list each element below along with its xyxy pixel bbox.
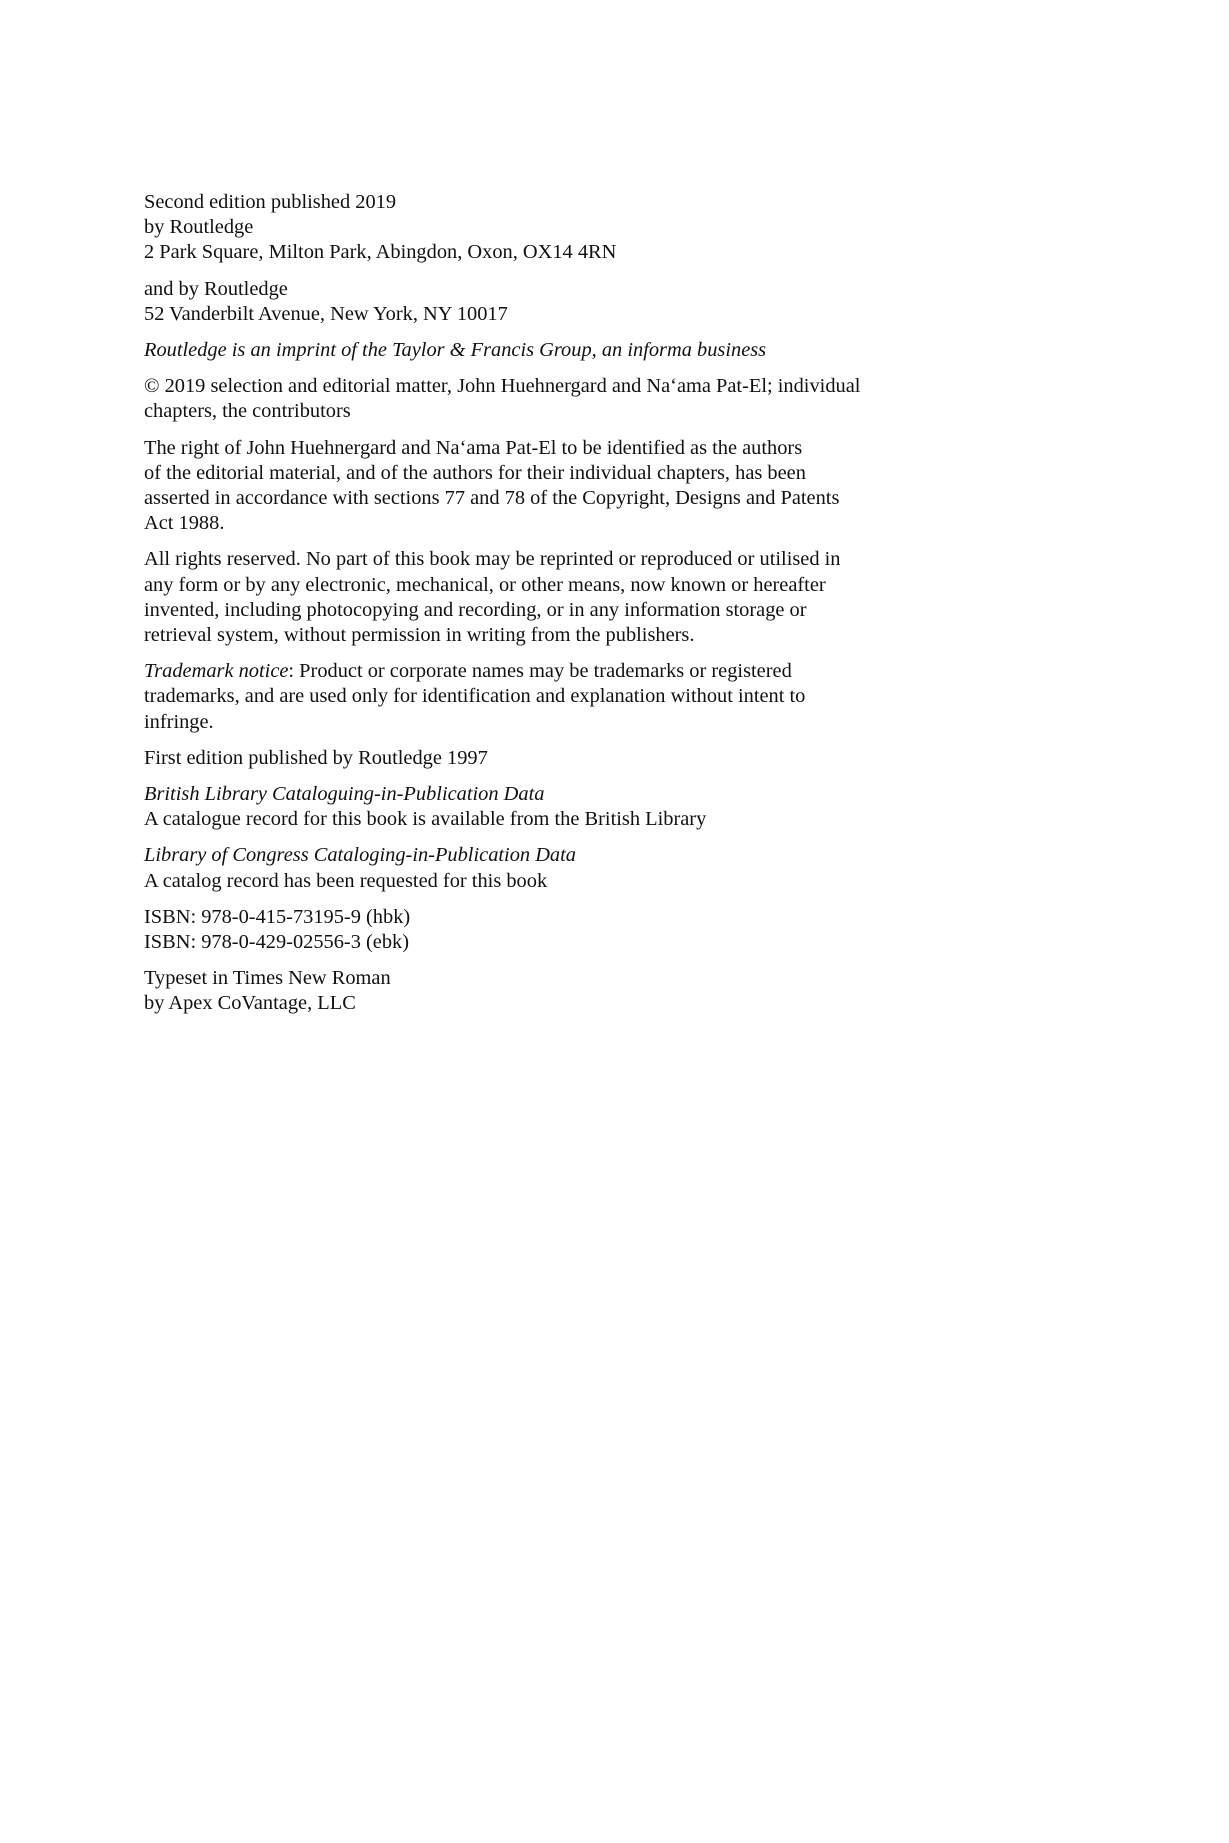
british-library-heading: British Library Cataloguing-in-Publication Data <box>144 783 545 806</box>
isbn-block <box>144 905 934 955</box>
us-publisher-line: and by Routledge <box>144 277 288 300</box>
typeset-font-line: Typeset in Times New Roman <box>144 967 391 990</box>
rights-assertion-line-4: Act 1988. <box>144 512 225 535</box>
trademark-line-3: infringe. <box>144 710 214 733</box>
trademark-notice <box>144 659 934 735</box>
typeset-vendor-line: by Apex CoVantage, LLC <box>144 992 356 1015</box>
rights-reserved-line-2: any form or by any electronic, mechanical, or other means, now known or hereafter <box>144 573 826 596</box>
british-library-text: A catalogue record for this book is available from the British Library <box>144 808 707 831</box>
isbn-ebook: ISBN: 978-0-429-02556-3 (ebk) <box>144 931 410 954</box>
rights-assertion-line-2: of the editorial material, and of the authors for their individual chapters, has been <box>144 461 806 484</box>
library-of-congress-heading: Library of Congress Cataloging-in-Publication Data <box>144 844 576 867</box>
publication-edition-line: Second edition published 2019 <box>144 191 397 213</box>
publication-uk-address-line: 2 Park Square, Milton Park, Abingdon, Oxon, OX14 4RN <box>144 241 617 264</box>
library-of-congress-block <box>144 843 934 893</box>
rights-assertion-line-3: asserted in accordance with sections 77 and 78 of the Copyright, Designs and Patents <box>144 487 840 510</box>
copyright-statement <box>144 374 934 424</box>
rights-reserved-line-3: invented, including photocopying and recording, or in any information storage or <box>144 598 807 621</box>
isbn-hardback: ISBN: 978-0-415-73195-9 (hbk) <box>144 905 411 928</box>
copyright-page-content <box>144 190 934 1028</box>
trademark-line-1-text: : Product or corporate names may be trademarks or registered <box>288 660 792 683</box>
rights-assertion-line-1: The right of John Huehnergard and Na‘ama Pat-El to be identified as the authors <box>144 436 803 459</box>
rights-reserved-line-4: retrieval system, without permission in writing from the publishers. <box>144 624 695 647</box>
copyright-line-1: © 2019 selection and editorial matter, John Huehnergard and Na‘ama Pat-El; individual <box>144 375 861 398</box>
imprint-statement: Routledge is an imprint of the Taylor & Francis Group, an informa business <box>144 339 767 362</box>
rights-reserved-notice <box>144 547 934 648</box>
us-address-block <box>144 277 934 327</box>
publication-publisher-line: by Routledge <box>144 216 254 239</box>
library-of-congress-text: A catalog record has been requested for this book <box>144 869 548 892</box>
trademark-line-1 <box>144 659 934 684</box>
publication-block <box>144 190 934 266</box>
typeset-block <box>144 966 934 1016</box>
first-edition-note: First edition published by Routledge 1997 <box>144 746 488 769</box>
rights-assertion <box>144 436 934 537</box>
trademark-line-2: trademarks, and are used only for identification and explanation without intent to <box>144 685 806 708</box>
us-address-line: 52 Vanderbilt Avenue, New York, NY 10017 <box>144 302 508 325</box>
rights-reserved-line-1: All rights reserved. No part of this book may be reprinted or reproduced or utilised in <box>144 548 841 571</box>
british-library-block <box>144 782 934 832</box>
copyright-line-2: chapters, the contributors <box>144 400 351 423</box>
trademark-notice-label: Trademark notice <box>144 660 289 683</box>
